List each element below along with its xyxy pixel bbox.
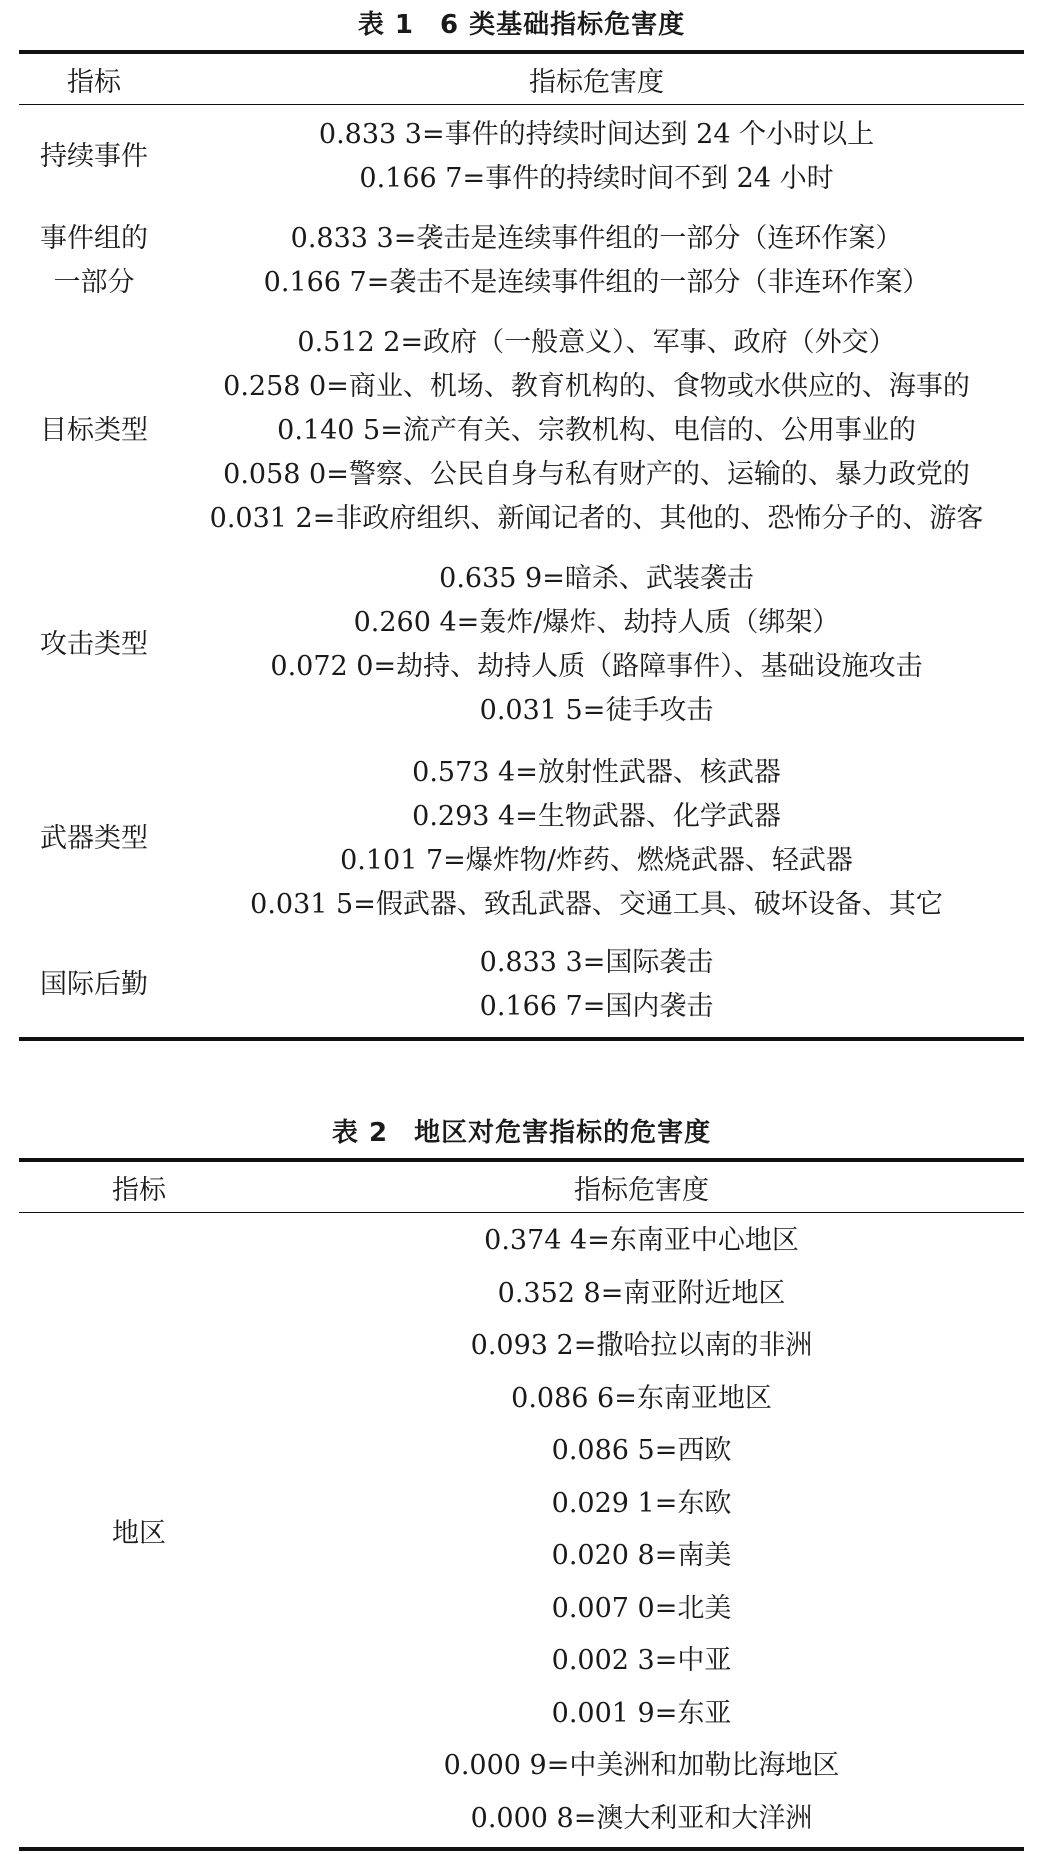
row-values <box>169 941 1024 1029</box>
row-label: 持续事件 <box>40 141 148 172</box>
hazard-value-line: 0.140 5=流产有关、宗教机构、电信的、公用事业的 <box>277 415 916 446</box>
table-row <box>19 547 1024 739</box>
table-1 <box>19 0 1024 1041</box>
row-label: 目标类型 <box>40 415 148 446</box>
hazard-value-line: 0.833 3=国际袭击 <box>479 947 714 978</box>
table-row <box>19 739 1024 933</box>
hazard-value-line: 0.029 1=东欧 <box>551 1487 732 1519</box>
hazard-value-line: 0.573 4=放射性武器、核武器 <box>412 757 781 788</box>
hazard-value-line: 0.002 3=中亚 <box>551 1645 732 1676</box>
hazard-value-line: 0.101 7=爆炸物/炸药、燃烧武器、轻武器 <box>340 845 853 876</box>
table-row <box>19 105 1024 207</box>
row-label-region: 地区 <box>112 1517 166 1549</box>
hazard-value-line: 0.635 9=暗杀、武装袭击 <box>439 563 754 594</box>
hazard-value-line: 0.258 0=商业、机场、教育机构的、食物或水供应的、海事的 <box>223 371 970 402</box>
hazard-value-line: 0.833 3=袭击是连续事件组的一部分（连环作案） <box>290 223 903 254</box>
row-values <box>169 557 1024 733</box>
row-values <box>169 113 1024 201</box>
row-label: 武器类型 <box>40 823 148 854</box>
table-row <box>19 311 1024 547</box>
hazard-value-line: 0.833 3=事件的持续时间达到 24 个小时以上 <box>318 119 875 150</box>
row-values <box>169 751 1024 927</box>
hazard-value-line: 0.001 9=东亚 <box>551 1697 732 1729</box>
hazard-value-line: 0.093 2=撒哈拉以南的非洲 <box>470 1330 813 1361</box>
table-1-number: 表 1 <box>357 10 414 40</box>
table-1-body <box>19 105 1024 1037</box>
hazard-value-line: 0.512 2=政府（一般意义）、军事、政府（外交） <box>297 327 896 358</box>
row-label: 国际后勤 <box>40 969 148 1000</box>
row-values <box>169 321 1024 541</box>
row-label: 攻击类型 <box>40 629 148 660</box>
hazard-value-line: 0.072 0=劫持、劫持人质（路障事件）、基础设施攻击 <box>270 651 923 682</box>
header-indicator: 指标 <box>112 1174 166 1206</box>
hazard-value-line: 0.086 6=东南亚地区 <box>511 1382 772 1414</box>
hazard-value-line: 0.031 5=徒手攻击 <box>479 695 714 726</box>
table-row <box>19 933 1024 1037</box>
table-row <box>19 207 1024 311</box>
row-label: 事件组的 一部分 <box>40 223 148 298</box>
table-1-caption <box>19 0 1024 50</box>
header-hazard: 指标危害度 <box>574 1174 709 1206</box>
hazard-value-line: 0.058 0=警察、公民自身与私有财产的、运输的、暴力政党的 <box>223 459 970 490</box>
row-values <box>169 217 1024 305</box>
hazard-value-line: 0.260 4=轰炸/爆炸、劫持人质（绑架） <box>353 607 840 638</box>
hazard-value-line: 0.352 8=南亚附近地区 <box>497 1277 786 1309</box>
hazard-value-line: 0.000 9=中美洲和加勒比海地区 <box>443 1750 840 1781</box>
header-indicator: 指标 <box>67 66 121 98</box>
table-1-header <box>19 54 1024 104</box>
header-hazard: 指标危害度 <box>529 66 664 98</box>
table-2-header <box>19 1162 1024 1212</box>
table-2-title: 地区对危害指标的危害度 <box>414 1118 712 1148</box>
table-1-title: 6 类基础指标危害度 <box>440 10 686 40</box>
hazard-value-line: 0.374 4=东南亚中心地区 <box>484 1225 799 1256</box>
hazard-value-line: 0.007 0=北美 <box>551 1592 732 1624</box>
hazard-value-line: 0.166 7=袭击不是连续事件组的一部分（非连环作案） <box>263 267 930 298</box>
hazard-value-line: 0.000 8=澳大利亚和大洋洲 <box>470 1802 813 1834</box>
hazard-value-line: 0.020 8=南美 <box>551 1540 732 1571</box>
table-2-row <box>19 1213 1024 1847</box>
table-2-caption <box>19 1108 1024 1158</box>
hazard-value-line: 0.166 7=国内袭击 <box>479 991 714 1022</box>
table-1-bottom-rule <box>19 1037 1024 1041</box>
hazard-value-line: 0.166 7=事件的持续时间不到 24 小时 <box>359 163 834 194</box>
hazard-value-line: 0.031 2=非政府组织、新闻记者的、其他的、恐怖分子的、游客 <box>209 503 984 534</box>
row-values <box>259 1215 1024 1845</box>
table-2-number: 表 2 <box>331 1118 389 1148</box>
table-2 <box>19 1108 1024 1851</box>
table-2-bottom-rule <box>19 1847 1024 1851</box>
hazard-value-line: 0.293 4=生物武器、化学武器 <box>412 801 781 832</box>
hazard-value-line: 0.086 5=西欧 <box>551 1435 732 1466</box>
hazard-value-line: 0.031 5=假武器、致乱武器、交通工具、破坏设备、其它 <box>250 889 943 920</box>
